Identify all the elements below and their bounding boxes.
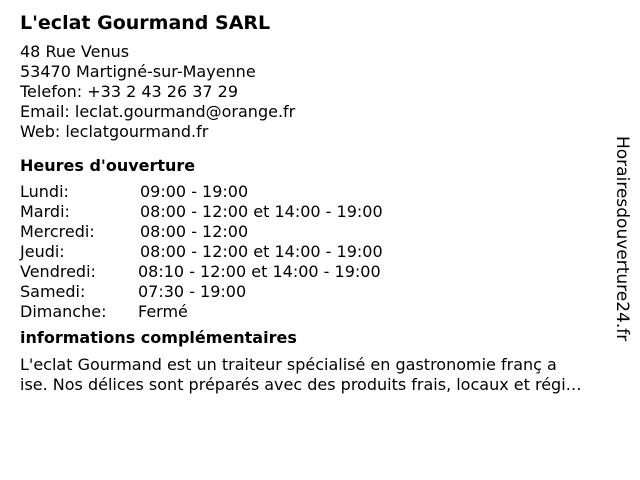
hours-row-saturday [20, 282, 620, 302]
info-line: L'eclat Gourmand est un traiteur spécialisé en gastronomie franç a [20, 355, 557, 374]
watermark-text: Horairesdouverture24.fr [612, 136, 632, 342]
opening-hours-heading: Heures d'ouverture [20, 156, 196, 175]
day-label: Dimanche: [20, 302, 107, 321]
day-label: Mardi: [20, 202, 70, 221]
address-line-city: 53470 Martigné-sur-Mayenne [20, 62, 256, 81]
hours-row-monday [20, 182, 620, 202]
hours-row-thursday [20, 242, 620, 262]
day-label: Jeudi: [20, 242, 65, 261]
business-name: L'eclat Gourmand SARL [20, 12, 271, 34]
hours-row-friday [20, 262, 620, 282]
hours-value: Fermé [138, 302, 188, 321]
hours-value: 09:00 - 19:00 [140, 182, 249, 201]
address-line-street: 48 Rue Venus [20, 42, 130, 61]
hours-row-wednesday [20, 222, 620, 242]
phone-number: Telefon: +33 2 43 26 37 29 [20, 82, 239, 101]
hours-row-sunday [20, 302, 620, 322]
business-card [20, 10, 620, 395]
hours-row-tuesday [20, 202, 620, 222]
day-label: Samedi: [20, 282, 86, 301]
day-label: Mercredi: [20, 222, 95, 241]
day-label: Vendredi: [20, 262, 96, 281]
email-address: Email: leclat.gourmand@orange.fr [20, 102, 296, 121]
info-line: ise. Nos délices sont préparés avec des produits frais, locaux et régi… [20, 375, 582, 394]
site-watermark [610, 136, 634, 346]
additional-info-text [20, 355, 630, 395]
website: Web: leclatgourmand.fr [20, 122, 209, 141]
hours-value: 07:30 - 19:00 [138, 282, 247, 301]
hours-value: 08:10 - 12:00 et 14:00 - 19:00 [138, 262, 381, 281]
hours-value: 08:00 - 12:00 et 14:00 - 19:00 [140, 242, 383, 261]
contact-block [20, 42, 620, 142]
additional-info-heading: informations complémentaires [20, 328, 297, 347]
opening-hours-table [20, 182, 620, 322]
day-label: Lundi: [20, 182, 69, 201]
hours-value: 08:00 - 12:00 [140, 222, 249, 241]
hours-value: 08:00 - 12:00 et 14:00 - 19:00 [140, 202, 383, 221]
